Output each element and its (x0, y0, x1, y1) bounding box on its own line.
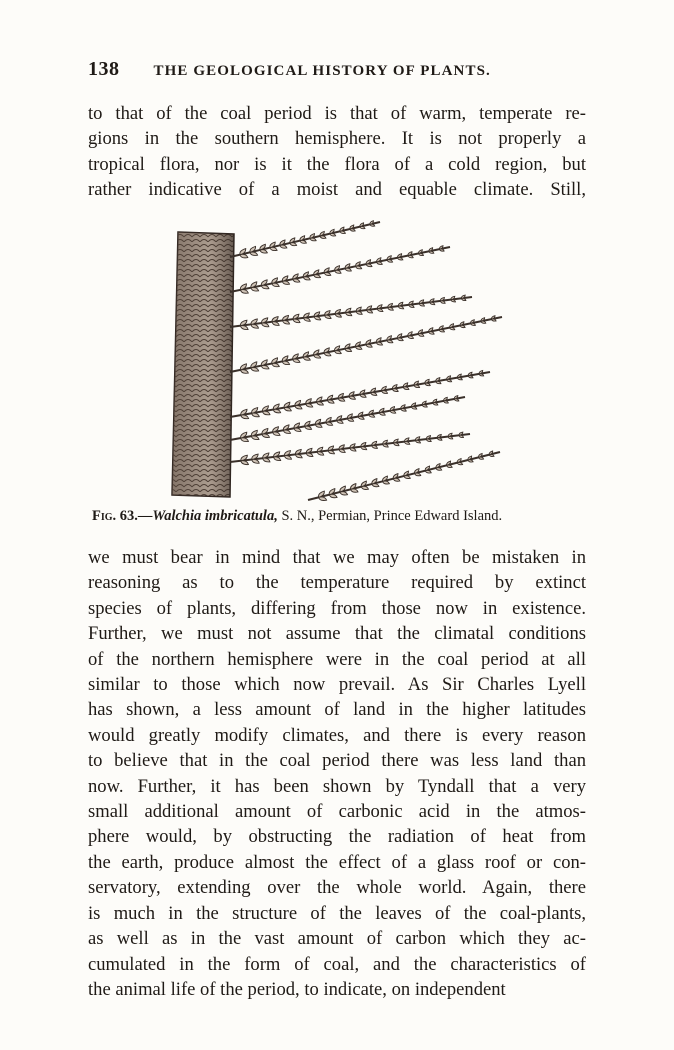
text-line: cumulated in the form of coal, and the characteristics of (88, 953, 586, 975)
leaf (306, 404, 313, 407)
text-line: now. Further, it has been shown by Tyndall that a very (88, 775, 586, 797)
leaf (315, 424, 322, 427)
leaf (314, 316, 321, 319)
leaf (241, 326, 249, 330)
leaf (303, 357, 310, 360)
text-line: would greatly modify climates, and there is every reason (88, 724, 586, 746)
leaf (251, 368, 259, 372)
leaf (284, 407, 291, 410)
leaf (349, 396, 355, 399)
text-line: the animal life of the period, to indicate, on independent (88, 978, 506, 1000)
text-line: of the northern hemisphere were in the coal period at all (88, 648, 586, 670)
leaf (328, 400, 335, 403)
text-line: to believe that in the coal period there was less land than (88, 750, 586, 772)
text-line: servatory, extending over the whole world. Again, there (88, 877, 586, 899)
text-line: reasoning as to the temperature required by extinct (88, 572, 586, 594)
leaf (263, 411, 270, 415)
running-title: THE GEOLOGICAL HISTORY OF PLANTS. (153, 63, 491, 79)
leaf (261, 365, 269, 369)
leaf (241, 415, 249, 419)
leaf (314, 275, 321, 278)
leaf (285, 456, 292, 460)
fossil-illustration (160, 212, 510, 502)
text-line: the earth, produce almost the effect of a glass roof or con- (88, 851, 586, 873)
text-line: small additional amount of carbonic acid in the atmos- (88, 801, 586, 823)
text-line: is much in the structure of the leaves of the coal-plants, (88, 902, 586, 924)
leaf (251, 324, 258, 328)
leaf (251, 287, 259, 291)
figure-label: Fig. 63.— (92, 508, 153, 524)
branch (230, 297, 472, 327)
leaf (283, 320, 290, 324)
leaf (283, 430, 290, 433)
leaf (282, 361, 289, 364)
text-line: tropical flora, nor is it the flora of a cold region, but (88, 153, 586, 175)
leaf (314, 355, 321, 358)
leaf (328, 450, 334, 453)
leaf (260, 250, 267, 253)
text-line: to that of the coal period is that of warm, temperate re- (88, 103, 586, 124)
leaf (325, 315, 331, 318)
walchia-engraving (160, 212, 510, 502)
leaf (305, 426, 312, 429)
leaf (317, 402, 324, 405)
leaf (304, 318, 311, 321)
paragraph-top (88, 101, 586, 203)
leaf (240, 370, 248, 374)
leaf (293, 359, 300, 362)
text-line: we must bear in mind that we may often be mistaken in (88, 547, 586, 568)
page-number: 138 (88, 58, 120, 80)
leaf (293, 319, 300, 323)
leaf (346, 313, 352, 316)
leaf (294, 428, 301, 431)
leaf (335, 314, 341, 317)
leaf (251, 436, 259, 440)
leaf (324, 353, 331, 356)
leaf (360, 394, 366, 397)
leaf (345, 349, 351, 352)
leaf (329, 494, 337, 497)
branches (230, 221, 502, 501)
leaf (261, 285, 269, 289)
leaf (326, 422, 332, 425)
leaf (241, 461, 249, 465)
leaf (272, 283, 279, 286)
leaf (262, 323, 269, 327)
text-line: as well as in the vast amount of carbon which they ac- (88, 928, 586, 950)
leaf (263, 458, 270, 462)
leaf (272, 363, 279, 366)
leaf (319, 497, 327, 501)
text-line: phere would, by obstructing the radiation of heat from (88, 826, 586, 848)
leaf (339, 449, 345, 452)
leaf (262, 434, 269, 438)
leaf (282, 281, 289, 284)
text-line: similar to those which now prevail. As Sir Charles Lyell (88, 674, 586, 696)
text-line: gions in the southern hemisphere. It is not properly a (88, 128, 586, 150)
leaf (348, 418, 354, 421)
species-name: Walchia imbricatula, (152, 508, 278, 524)
leaf (295, 406, 302, 409)
leaf (303, 277, 310, 280)
leaf (250, 252, 258, 255)
leaf (335, 351, 342, 354)
leaf (274, 457, 281, 461)
leaf (252, 413, 260, 417)
leaf (252, 459, 259, 463)
leaf (371, 392, 377, 395)
leaf (338, 398, 344, 401)
running-head (88, 58, 588, 84)
leaf (293, 279, 300, 282)
leaf (295, 454, 302, 458)
paragraph-bottom (88, 545, 586, 1002)
figure-caption (92, 508, 582, 525)
leaf (317, 452, 323, 455)
caption-text: S. N., Permian, Prince Edward Island. (277, 508, 503, 524)
leaf (306, 453, 313, 456)
leaf (272, 322, 279, 326)
leaf (240, 254, 248, 258)
leaf (240, 290, 248, 294)
leaf (273, 409, 280, 413)
leaf (241, 438, 249, 442)
leaf (273, 432, 280, 436)
text-line: Further, we must not assume that the climatal conditions (88, 623, 586, 645)
text-line: has shown, a less amount of land in the higher latitudes (88, 699, 586, 721)
text-line: rather indicative of a moist and equable climate. Still, (88, 179, 586, 201)
text-line: species of plants, differing from those now in existence. (88, 597, 586, 619)
leaf (337, 420, 343, 423)
